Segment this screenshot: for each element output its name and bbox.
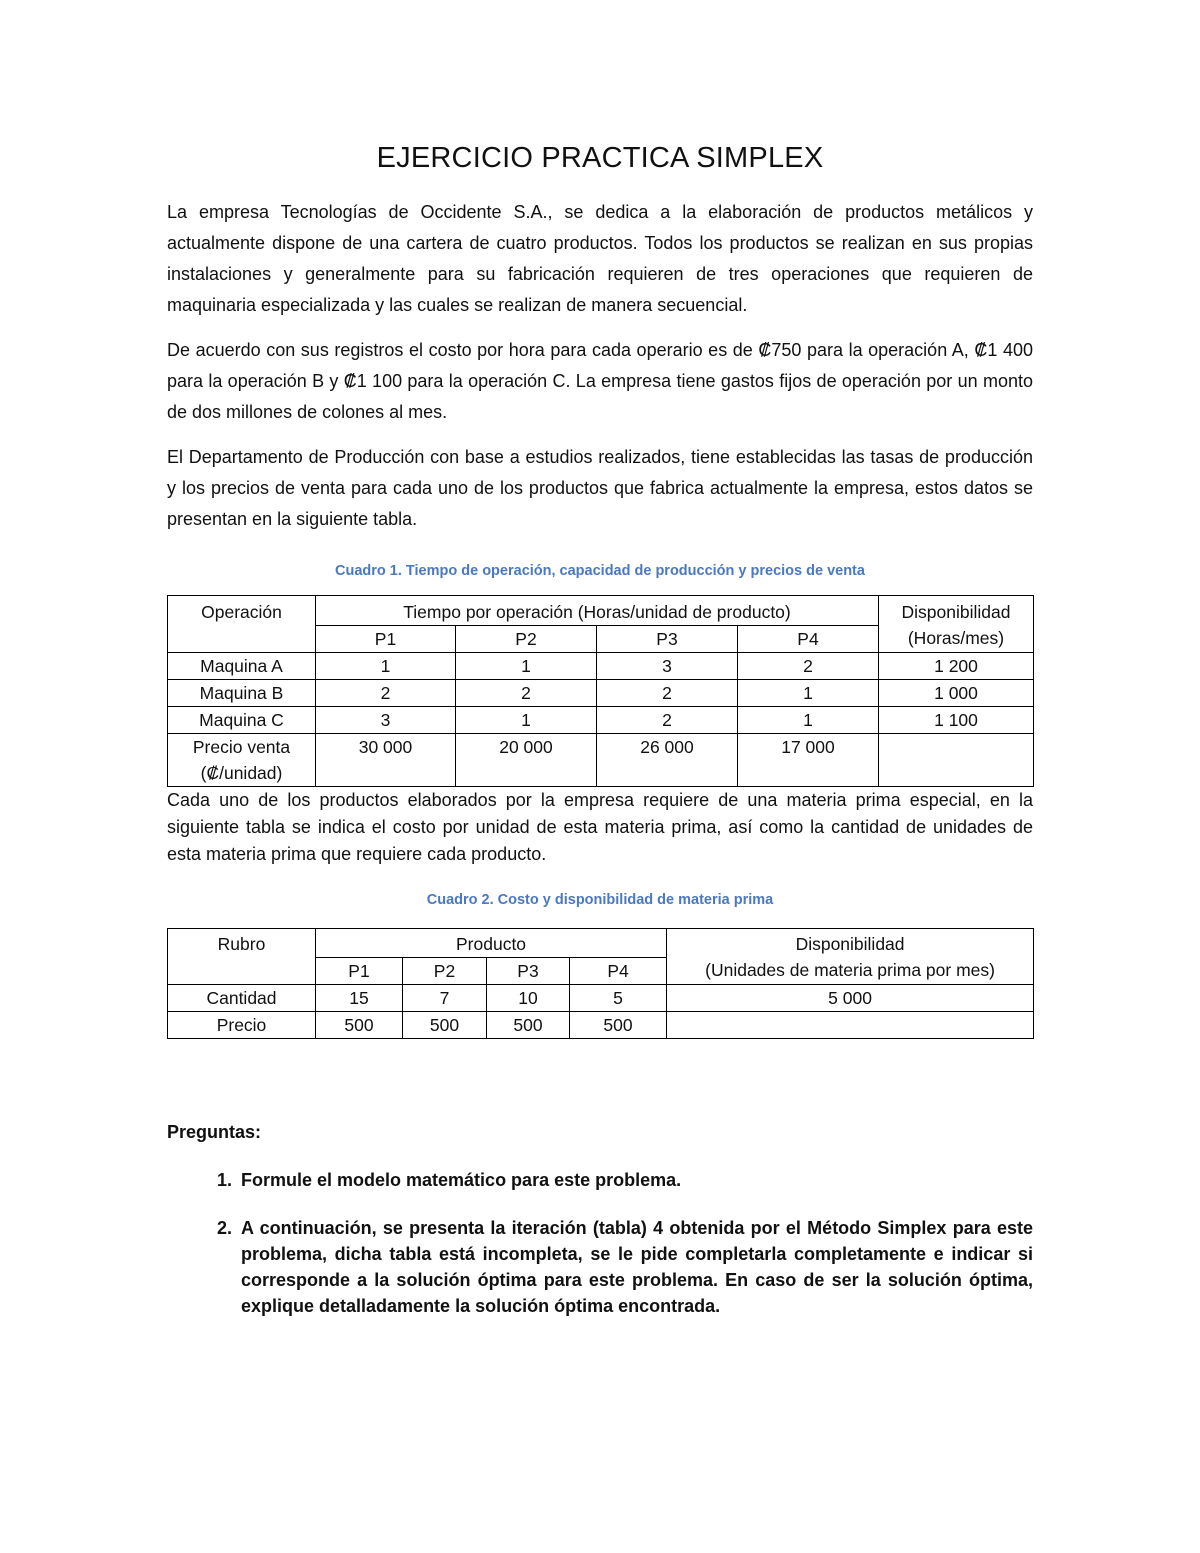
- table2-header-disp-line2: (Unidades de materia prima por mes): [705, 960, 995, 980]
- price-cell: 26 000: [597, 734, 738, 787]
- table2-product-p4: P4: [570, 958, 667, 985]
- price-cell: 20 000: [456, 734, 597, 787]
- table1-product-p3: P3: [597, 626, 738, 653]
- table2-header-producto: Producto: [316, 929, 667, 958]
- table1-product-p2: P2: [456, 626, 597, 653]
- table-cell: 1: [316, 653, 456, 680]
- table1-header-disp-line1: Disponibilidad: [901, 602, 1011, 622]
- table-cell: 1: [738, 680, 879, 707]
- paragraph-raw-material: Cada uno de los productos elaborados por la empresa requiere de una materia prima especial, en la siguiente tabla se indica el costo por unidad de esta materia prima, así como la cantidad de unidades de esta materia prima que requiere cada producto.: [167, 790, 1033, 864]
- table-cell: 500: [570, 1012, 667, 1039]
- question-item: 1. Formule el modelo matemático para este problema.: [237, 1167, 1033, 1193]
- table2-header-rubro: Rubro: [168, 929, 316, 985]
- price-label: [168, 734, 316, 787]
- table-cell-disp: 5 000: [667, 985, 1034, 1012]
- table-cell: 3: [316, 707, 456, 734]
- question-item: 2. A continuación, se presenta la iteración (tabla) 4 obtenida por el Método Simplex para este problema, dicha tabla está incompleta, se le pide completarla completamente e indicar si corresponde a la solución óptima para este problema. En caso de ser la solución óptima, explique detalladamente la solución óptima encontrada.: [237, 1215, 1033, 1319]
- price-label-line2: (₡/unidad): [200, 763, 283, 783]
- row-label: Maquina C: [168, 707, 316, 734]
- table1-caption: Cuadro 1. Tiempo de operación, capacidad de producción y precios de venta: [335, 563, 865, 579]
- table1-product-p4: P4: [738, 626, 879, 653]
- paragraph-production: El Departamento de Producción con base a estudios realizados, tiene establecidas las tasas de producción y los precios de venta para cada uno de los productos que fabrica actualmente la empresa, estos datos se presentan en la siguiente tabla.: [167, 447, 1033, 529]
- table-cell: 500: [403, 1012, 487, 1039]
- table-operation-times: [167, 595, 1034, 787]
- table-cell: 1: [456, 653, 597, 680]
- table2-header-row: [168, 929, 1034, 958]
- paragraph-costs: De acuerdo con sus registros el costo por hora para cada operario es de ₡750 para la operación A, ₡1 400 para la operación B y ₡1 100 para la operación C. La empresa tiene gastos fijos de operación por un monto de dos millones de colones al mes.: [167, 340, 1033, 422]
- row-label: Cantidad: [168, 985, 316, 1012]
- table-cell: 1: [456, 707, 597, 734]
- table-cell: 2: [597, 707, 738, 734]
- table-cell: 3: [597, 653, 738, 680]
- table2-caption: Cuadro 2. Costo y disponibilidad de materia prima: [426, 892, 774, 908]
- price-label-line1: Precio venta: [192, 737, 291, 757]
- table1-header-disponibilidad: [879, 596, 1034, 653]
- table1-header-operacion: Operación: [168, 596, 316, 653]
- row-label: Maquina B: [168, 680, 316, 707]
- table-cell: 500: [316, 1012, 403, 1039]
- table-row: [168, 653, 1034, 680]
- table-cell: 1: [738, 707, 879, 734]
- table-cell-empty: [667, 1012, 1034, 1039]
- table-cell: 5: [570, 985, 667, 1012]
- table-row: [168, 707, 1034, 734]
- page-title: EJERCICIO PRACTICA SIMPLEX: [376, 142, 824, 174]
- table-raw-material: [167, 928, 1034, 1039]
- table2-product-p2: P2: [403, 958, 487, 985]
- document-content: [167, 142, 1033, 1319]
- table1-header-disp-line2: (Horas/mes): [907, 628, 1005, 648]
- table-cell: 7: [403, 985, 487, 1012]
- table-row: [168, 985, 1034, 1012]
- row-label: Maquina A: [168, 653, 316, 680]
- price-cell: 17 000: [738, 734, 879, 787]
- questions-heading: Preguntas:: [167, 1122, 262, 1142]
- paragraph-intro: La empresa Tecnologías de Occidente S.A., se dedica a la elaboración de productos metálicos y actualmente dispone de una cartera de cuatro productos. Todos los productos se realizan en sus propias instalaciones y generalmente para su fabricación requieren de tres operaciones que requieren de maquinaria especializada y las cuales se realizan de manera secuencial.: [167, 202, 1033, 315]
- table1-product-p1: P1: [316, 626, 456, 653]
- table-cell-disp: 1 100: [879, 707, 1034, 734]
- table-cell-disp: 1 000: [879, 680, 1034, 707]
- table-cell: 500: [487, 1012, 570, 1039]
- questions-list: [167, 1167, 1033, 1319]
- table-row: [168, 680, 1034, 707]
- table2-header-disp-line1: Disponibilidad: [795, 934, 905, 954]
- table-cell: 2: [316, 680, 456, 707]
- table1-header-tiempo: Tiempo por operación (Horas/unidad de producto): [316, 596, 879, 626]
- table1-header-row: [168, 596, 1034, 626]
- table2-product-p3: P3: [487, 958, 570, 985]
- table2-header-disponibilidad: [667, 929, 1034, 985]
- price-cell-empty: [879, 734, 1034, 787]
- table-cell: 10: [487, 985, 570, 1012]
- price-cell: 30 000: [316, 734, 456, 787]
- table-cell: 2: [456, 680, 597, 707]
- table-cell-disp: 1 200: [879, 653, 1034, 680]
- table-cell: 2: [597, 680, 738, 707]
- table-row-price: [168, 734, 1034, 787]
- table-cell: 15: [316, 985, 403, 1012]
- table2-product-p1: P1: [316, 958, 403, 985]
- table-row: [168, 1012, 1034, 1039]
- table-cell: 2: [738, 653, 879, 680]
- row-label: Precio: [168, 1012, 316, 1039]
